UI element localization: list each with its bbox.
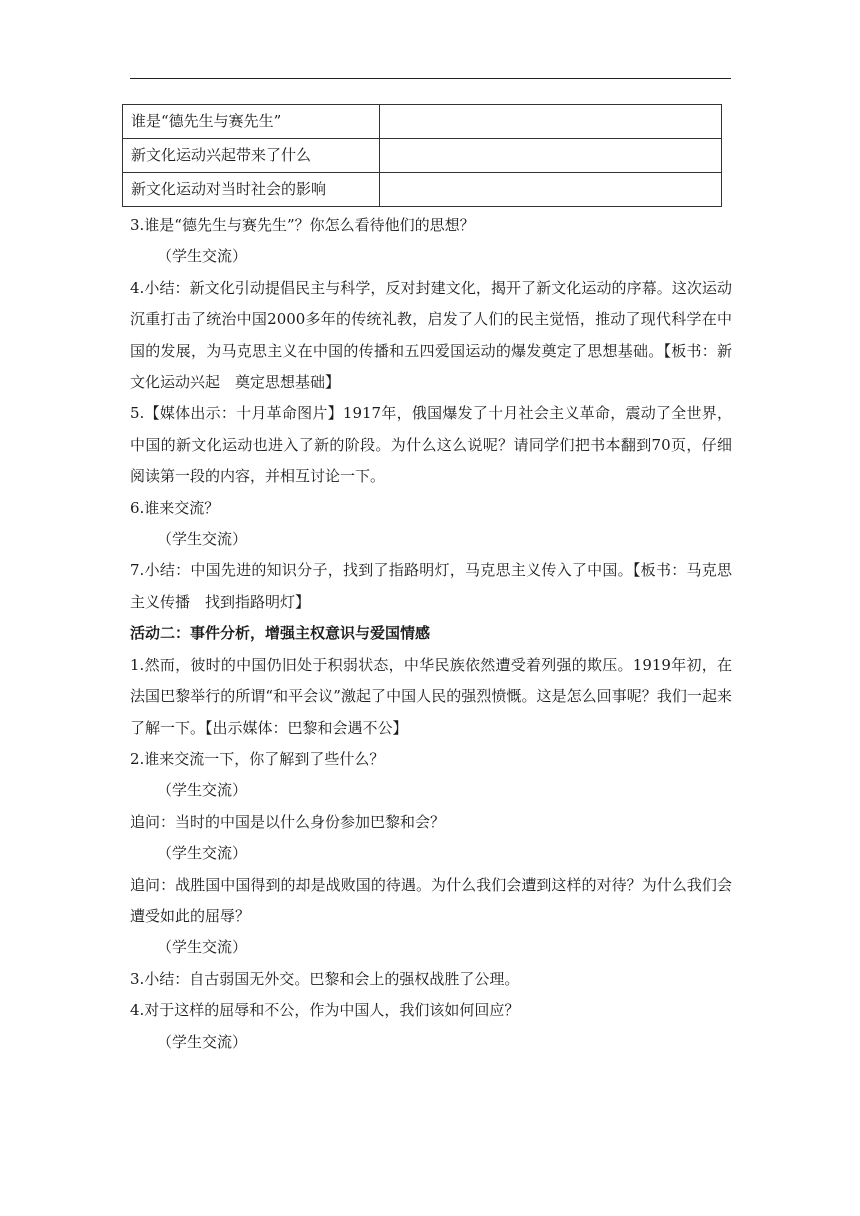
table-cell-question: 新文化运动对当时社会的影响 bbox=[123, 173, 380, 207]
student-discussion-note: （学生交流） bbox=[157, 530, 248, 549]
student-discussion-note: （学生交流） bbox=[157, 1032, 248, 1051]
table-cell-answer bbox=[380, 139, 722, 173]
student-discussion-note: （学生交流） bbox=[157, 781, 248, 800]
paragraph-item-6: 6.谁来交流？ bbox=[130, 498, 220, 517]
section-heading-activity-2: 活动二：事件分析，增强主权意识与爱国情感 bbox=[130, 624, 431, 643]
header-rule bbox=[130, 78, 731, 79]
table-cell-question: 谁是“德先生与赛先生” bbox=[123, 105, 380, 139]
paragraph-activity2-item-3-summary: 3.小结：自古弱国无外交。巴黎和会上的强权战胜了公理。 bbox=[130, 969, 520, 988]
table-cell-question: 新文化运动兴起带来了什么 bbox=[123, 139, 380, 173]
table-cell-answer bbox=[380, 173, 722, 207]
student-discussion-note: （学生交流） bbox=[157, 247, 248, 266]
table-row bbox=[123, 105, 722, 139]
student-discussion-note: （学生交流） bbox=[157, 844, 248, 863]
student-discussion-note: （学生交流） bbox=[157, 938, 248, 957]
paragraph-item-3: 3.谁是“德先生与赛先生”？你怎么看待他们的思想？ bbox=[130, 216, 475, 234]
paragraph-activity2-item-4: 4.对于这样的屈辱和不公，作为中国人，我们该如何回应？ bbox=[130, 1001, 520, 1020]
follow-up-question-1: 追问：当时的中国是以什么身份参加巴黎和会？ bbox=[130, 812, 446, 831]
paragraph-item-5: 5.【媒体出示：十月革命图片】1917年，俄国爆发了十月社会主义革命，震动了全世界，中国的新文化运动也进入了新的阶段。为什么这么说呢？请同学们把书本翻到70页，仔细阅读第一段的内容，并相互讨论一下。 bbox=[130, 404, 732, 486]
question-table bbox=[122, 104, 722, 207]
table-row bbox=[123, 173, 722, 207]
table-cell-answer bbox=[380, 105, 722, 139]
paragraph-item-4-summary: 4.小结：新文化引动提倡民主与科学，反对封建文化，揭开了新文化运动的序幕。这次运动沉重打击了统治中国2000多年的传统礼教，启发了人们的民主觉悟，推动了现代科学在中国的发展，为马克思主义在中国的传播和五四爱国运动的爆发奠定了思想基础。【板书：新文化运动兴起 奠定思想基础】 bbox=[130, 278, 732, 392]
paragraph-activity2-item-1: 1.然而，彼时的中国仍旧处于积弱状态，中华民族依然遭受着列强的欺压。1919年初，在法国巴黎举行的所谓“和平会议”激起了中国人民的强烈愤慨。这是怎么回事呢？我们一起来了解一下。【出示媒体：巴黎和会遇不公】 bbox=[130, 655, 732, 737]
document-body bbox=[130, 210, 732, 1058]
table-row bbox=[123, 139, 722, 173]
paragraph-item-7-summary: 7.小结：中国先进的知识分子，找到了指路明灯，马克思主义传入了中国。【板书：马克思主义传播 找到指路明灯】 bbox=[130, 561, 732, 611]
follow-up-question-2: 追问：战胜国中国得到的却是战败国的待遇。为什么我们会遭到这样的对待？为什么我们会遭受如此的屈辱？ bbox=[130, 875, 732, 925]
paragraph-activity2-item-2: 2.谁来交流一下，你了解到了些什么？ bbox=[130, 749, 385, 768]
